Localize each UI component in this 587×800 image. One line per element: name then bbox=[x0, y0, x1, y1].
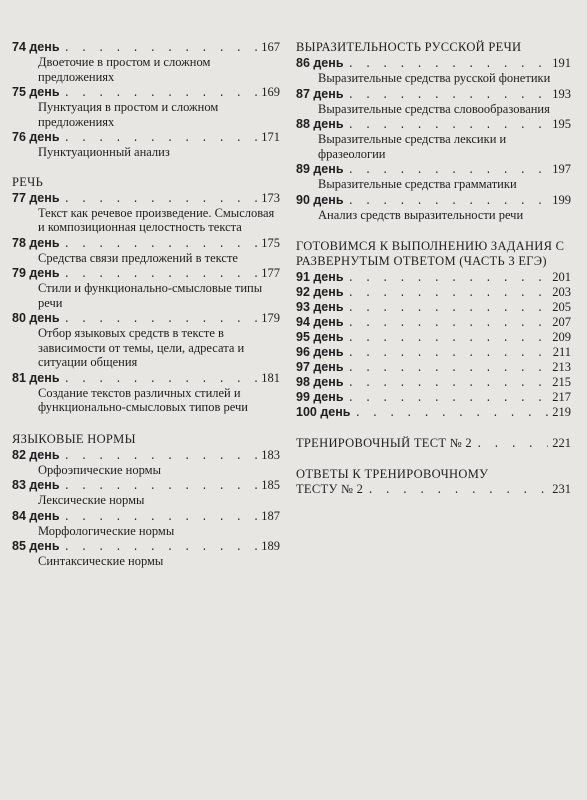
page-number: 205 bbox=[552, 300, 571, 314]
toc-entry[interactable] bbox=[12, 191, 280, 235]
day-label: 91 день bbox=[296, 270, 344, 284]
toc-entry[interactable] bbox=[296, 390, 571, 405]
toc-entry[interactable] bbox=[296, 87, 571, 117]
entry-title: Лексические нормы bbox=[38, 493, 145, 507]
toc-entry-answers[interactable] bbox=[296, 467, 571, 497]
practice-test-title: ТРЕНИРОВОЧНЫЙ ТЕСТ № 2 bbox=[296, 436, 472, 450]
toc-entry[interactable] bbox=[296, 285, 571, 300]
dot-leader bbox=[348, 302, 549, 317]
toc-entry[interactable] bbox=[12, 311, 280, 370]
page-number: 179 bbox=[261, 311, 280, 325]
entry-title: Средства связи предложений в тексте bbox=[38, 250, 238, 265]
section-norms bbox=[12, 448, 280, 569]
day-label: 94 день bbox=[296, 315, 344, 329]
page-number: 169 bbox=[261, 85, 280, 99]
toc-entry[interactable] bbox=[296, 315, 571, 330]
toc-entry[interactable] bbox=[296, 405, 571, 420]
entry-title: Стили и функционально-смысловые типы речи bbox=[38, 281, 263, 310]
toc-entry[interactable] bbox=[12, 539, 280, 569]
toc-entry[interactable] bbox=[296, 270, 571, 285]
toc-entry[interactable] bbox=[296, 56, 571, 86]
day-label: 79 день bbox=[12, 266, 60, 280]
dot-leader bbox=[348, 377, 549, 392]
entry-title: Двоеточие в простом и сложном предложениях bbox=[38, 55, 211, 84]
page-number: 171 bbox=[261, 130, 280, 144]
page-number: 197 bbox=[552, 162, 571, 176]
entry-title: Выразительные средства русской фонетики bbox=[318, 71, 551, 85]
dot-leader bbox=[354, 407, 548, 422]
section-heading-speech: РЕЧЬ bbox=[12, 174, 44, 189]
page-number: 177 bbox=[261, 266, 280, 280]
day-label: 82 день bbox=[12, 447, 60, 462]
dot-leader bbox=[348, 332, 549, 347]
page-number: 191 bbox=[552, 56, 571, 70]
page-number: 219 bbox=[552, 405, 571, 419]
section-essay-prep bbox=[296, 270, 571, 420]
day-label: 89 день bbox=[296, 162, 344, 176]
toc-entry[interactable] bbox=[12, 130, 280, 160]
page-number: 221 bbox=[552, 436, 571, 450]
day-label: 80 день bbox=[12, 311, 60, 325]
toc-entry[interactable] bbox=[12, 448, 280, 478]
day-label: 90 день bbox=[296, 192, 344, 207]
page-number: 167 bbox=[261, 40, 280, 54]
day-label: 84 день bbox=[12, 508, 60, 523]
day-label: 86 день bbox=[296, 56, 344, 70]
day-label: 76 день bbox=[12, 130, 60, 144]
section-heading-expressiveness: ВЫРАЗИТЕЛЬНОСТЬ РУССКОЙ РЕЧИ bbox=[296, 40, 522, 54]
page-number: 173 bbox=[261, 190, 280, 205]
section-expressiveness bbox=[296, 56, 571, 222]
toc-entry[interactable] bbox=[296, 345, 571, 360]
page-number: 211 bbox=[552, 345, 571, 359]
dot-leader bbox=[348, 362, 549, 377]
day-label: 88 день bbox=[296, 117, 344, 131]
page-number: 185 bbox=[261, 478, 280, 492]
page-number: 201 bbox=[552, 270, 571, 284]
entry-title: Орфоэпические нормы bbox=[38, 462, 161, 477]
entry-title: Выразительные средства лексики и фразеологии bbox=[318, 132, 507, 161]
dot-leader bbox=[348, 287, 549, 302]
toc-entry[interactable] bbox=[12, 371, 280, 415]
page-number: 209 bbox=[552, 330, 571, 344]
page-number: 207 bbox=[552, 315, 571, 329]
toc-entry[interactable] bbox=[12, 236, 280, 266]
day-label: 78 день bbox=[12, 235, 60, 250]
toc-entry[interactable] bbox=[12, 266, 280, 310]
answers-title-line2: ТЕСТУ № 2 bbox=[296, 482, 364, 496]
day-label: 92 день bbox=[296, 285, 344, 299]
page-number: 195 bbox=[552, 117, 571, 131]
page-number: 217 bbox=[552, 390, 571, 404]
dot-leader bbox=[348, 272, 549, 287]
section-heading-norms: ЯЗЫКОВЫЕ НОРМЫ bbox=[12, 431, 136, 446]
toc-entry-practice-test[interactable] bbox=[296, 436, 571, 451]
section-speech bbox=[12, 191, 280, 415]
page-number: 199 bbox=[552, 192, 571, 207]
toc-entry[interactable] bbox=[12, 40, 280, 84]
entry-title: Морфологические нормы bbox=[38, 523, 175, 538]
toc-entry[interactable] bbox=[296, 330, 571, 345]
toc-entry[interactable] bbox=[12, 509, 280, 539]
page-number: 231 bbox=[552, 482, 571, 496]
day-label: 93 день bbox=[296, 300, 344, 314]
day-label: 100 день bbox=[296, 405, 351, 419]
day-label: 85 день bbox=[12, 539, 60, 553]
entry-title: Выразительные средства грамматики bbox=[318, 177, 517, 191]
toc-entry[interactable] bbox=[296, 162, 571, 192]
day-label: 77 день bbox=[12, 190, 60, 205]
day-label: 96 день bbox=[296, 345, 344, 359]
toc-entry[interactable] bbox=[12, 478, 280, 508]
page-number: 183 bbox=[261, 447, 280, 462]
page-number: 215 bbox=[552, 375, 571, 389]
day-label: 95 день bbox=[296, 330, 344, 344]
page-number: 213 bbox=[552, 360, 571, 374]
section-punctuation bbox=[12, 40, 280, 160]
dot-leader bbox=[348, 317, 549, 332]
toc-entry[interactable] bbox=[296, 375, 571, 390]
toc-left-column bbox=[12, 40, 280, 570]
toc-entry[interactable] bbox=[12, 85, 280, 129]
entry-title: Анализ средств выразительности речи bbox=[318, 207, 524, 222]
entry-title: Отбор языковых средств в тексте в зависимости от темы, цели, адресата и ситуации общения bbox=[38, 326, 245, 369]
entry-title: Пунктуационный анализ bbox=[38, 145, 170, 159]
day-label: 74 день bbox=[12, 40, 60, 54]
day-label: 83 день bbox=[12, 478, 60, 492]
entry-title: Пунктуация в простом и сложном предложениях bbox=[38, 100, 219, 129]
dot-leader bbox=[348, 392, 549, 407]
toc-entry[interactable] bbox=[296, 117, 571, 161]
entry-title: Выразительные средства словообразования bbox=[318, 101, 550, 116]
day-label: 81 день bbox=[12, 370, 60, 385]
entry-title: Синтаксические нормы bbox=[38, 554, 164, 568]
toc-entry[interactable] bbox=[296, 360, 571, 375]
toc-entry[interactable] bbox=[296, 193, 571, 223]
day-label: 97 день bbox=[296, 360, 344, 374]
page-number: 181 bbox=[261, 370, 280, 385]
toc-right-column bbox=[296, 40, 571, 497]
entry-title: Создание текстов различных стилей и функционально-смысловых типов речи bbox=[38, 385, 248, 414]
day-label: 75 день bbox=[12, 85, 60, 99]
entry-title: Текст как речевое произведение. Смысловая и композиционная целостность текста bbox=[38, 205, 275, 234]
dot-leader bbox=[367, 484, 548, 499]
day-label: 87 день bbox=[296, 86, 344, 101]
toc-entry[interactable] bbox=[296, 300, 571, 315]
dot-leader bbox=[476, 438, 548, 453]
day-label: 99 день bbox=[296, 390, 344, 404]
page-number: 193 bbox=[552, 86, 571, 101]
section-heading-essay-prep: ГОТОВИМСЯ К ВЫПОЛНЕНИЮ ЗАДАНИЯ С РАЗВЕРНУТЫМ ОТВЕТОМ (ЧАСТЬ 3 ЕГЭ) bbox=[296, 239, 565, 268]
page-number: 189 bbox=[261, 539, 280, 553]
answers-title-line1: ОТВЕТЫ К ТРЕНИРОВОЧНОМУ bbox=[296, 467, 489, 481]
page-number: 187 bbox=[261, 508, 280, 523]
page-number: 175 bbox=[261, 235, 280, 250]
dot-leader bbox=[348, 347, 549, 362]
page-number: 203 bbox=[552, 285, 571, 299]
day-label: 98 день bbox=[296, 375, 344, 389]
